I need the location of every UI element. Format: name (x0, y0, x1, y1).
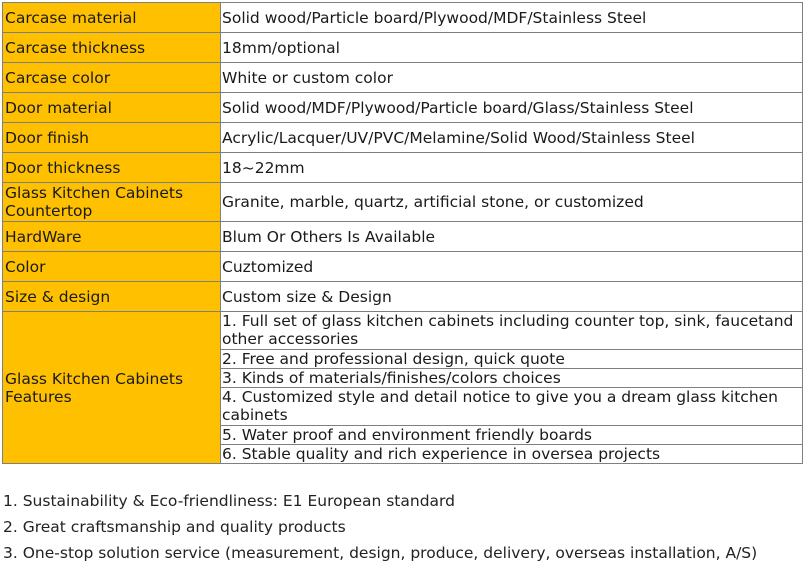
spec-value: Solid wood/MDF/Plywood/Particle board/Glass/Stainless Steel (221, 93, 803, 123)
spec-row-features (3, 312, 803, 464)
spec-table (2, 2, 803, 464)
feature-item: 3. Kinds of materials/finishes/colors choices (221, 369, 802, 388)
spec-value: Blum Or Others Is Available (221, 222, 803, 252)
spec-row-carcase-color (3, 63, 803, 93)
spec-label: Size & design (3, 282, 221, 312)
spec-row-carcase-thickness (3, 33, 803, 63)
feature-item: 5. Water proof and environment friendly boards (221, 426, 802, 445)
spec-value: Custom size & Design (221, 282, 803, 312)
feature-item: 2. Free and professional design, quick quote (221, 350, 802, 369)
spec-label: Door thickness (3, 153, 221, 183)
spec-label: Door material (3, 93, 221, 123)
feature-item: 6. Stable quality and rich experience in oversea projects (222, 445, 661, 463)
notes-list (3, 488, 757, 566)
spec-row-carcase-material (3, 3, 803, 33)
note-item: 1. Sustainability & Eco-friendliness: E1 European standard (3, 492, 455, 510)
spec-label: Carcase color (3, 63, 221, 93)
note-item: 3. One-stop solution service (measurement, design, produce, delivery, overseas installation, A/S) (3, 544, 758, 562)
spec-row-countertop (3, 183, 803, 222)
spec-value: Acrylic/Lacquer/UV/PVC/Melamine/Solid Wood/Stainless Steel (221, 123, 803, 153)
spec-row-color (3, 252, 803, 282)
spec-row-door-material (3, 93, 803, 123)
spec-row-hardware (3, 222, 803, 252)
spec-label: Door finish (3, 123, 221, 153)
features-list (221, 312, 803, 464)
spec-value: Solid wood/Particle board/Plywood/MDF/Stainless Steel (221, 3, 803, 33)
spec-value: 18mm/optional (221, 33, 803, 63)
spec-label: Carcase material (3, 3, 221, 33)
spec-value: Cuztomized (221, 252, 803, 282)
spec-label: HardWare (3, 222, 221, 252)
spec-value: Granite, marble, quartz, artificial stone, or customized (221, 183, 803, 222)
spec-label: Glass Kitchen Cabinets Countertop (3, 183, 221, 222)
spec-row-door-thickness (3, 153, 803, 183)
spec-row-door-finish (3, 123, 803, 153)
feature-item: 4. Customized style and detail notice to give you a dream glass kitchen cabinets (221, 388, 802, 426)
spec-value: White or custom color (221, 63, 803, 93)
feature-item: 1. Full set of glass kitchen cabinets including counter top, sink, faucetand other accessories (221, 312, 802, 350)
features-label: Glass Kitchen Cabinets Features (3, 312, 221, 464)
spec-row-size-design (3, 282, 803, 312)
spec-label: Color (3, 252, 221, 282)
note-item: 2. Great craftsmanship and quality products (3, 518, 346, 536)
spec-value: 18~22mm (221, 153, 803, 183)
spec-label: Carcase thickness (3, 33, 221, 63)
